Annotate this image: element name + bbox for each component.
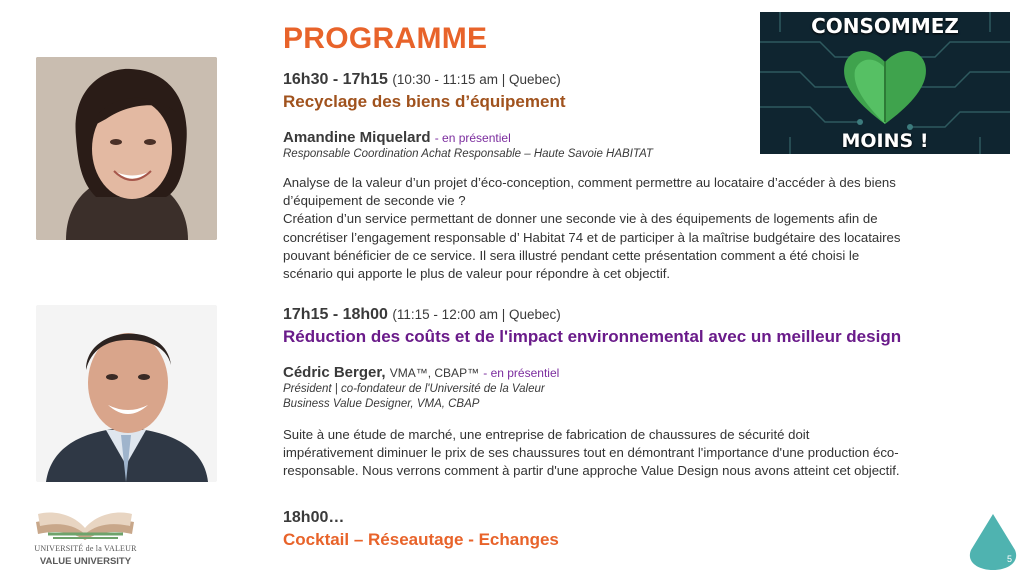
session-1-time bbox=[283, 71, 561, 89]
session-2-time-range: 17h15 - 18h00 bbox=[283, 306, 388, 323]
session-2-speaker bbox=[283, 364, 559, 381]
session-2-time bbox=[283, 306, 561, 324]
session-2-title: Réduction des coûts et de l'impact environnemental avec un meilleur design bbox=[283, 327, 902, 346]
description-line: responsable. Nous verrons comment à partir d'une approche Value Design nous avons atteint cet objectif. bbox=[283, 463, 900, 479]
session-1-mode: - en présentiel bbox=[434, 131, 511, 145]
session-1-local-time: (10:30 - 11:15 am | Quebec) bbox=[392, 72, 561, 87]
session-1-speaker bbox=[283, 129, 511, 146]
session-2-role bbox=[283, 382, 545, 412]
page-number: 5 bbox=[1006, 554, 1012, 564]
closing-title: Cocktail – Réseautage - Echanges bbox=[283, 530, 559, 549]
speaker-photo-amandine bbox=[36, 57, 217, 240]
session-2-credentials: VMA™, CBAP™ bbox=[389, 366, 480, 380]
consommez-moins-banner bbox=[760, 12, 1010, 154]
description-line: concrétiser l’engagement responsable d’ Habitat 74 et de participer à la maîtrise budgétaire des locataires bbox=[283, 229, 901, 245]
session-2-speaker-name: Cédric Berger, bbox=[283, 364, 386, 381]
value-university-logo bbox=[28, 488, 143, 570]
session-2-description bbox=[283, 426, 983, 481]
description-line: d’équipement de seconde vie ? bbox=[283, 193, 466, 209]
description-line: pouvant bénéficier de ce service. Il sera illustré pendant cette présentation comment a été choisi le bbox=[283, 247, 860, 263]
logo-line-1: UNIVERSITÉ de la VALEUR bbox=[34, 544, 137, 553]
banner-top-text: CONSOMMEZ bbox=[811, 14, 959, 38]
banner-bottom-text: MOINS ! bbox=[841, 130, 929, 152]
session-2-mode: - en présentiel bbox=[483, 366, 560, 380]
speaker-photo-cedric bbox=[36, 305, 217, 482]
session-1-time-range: 16h30 - 17h15 bbox=[283, 71, 388, 88]
session-2-local-time: (11:15 - 12:00 am | Quebec) bbox=[392, 307, 561, 322]
description-line: scénario qui apporte le plus de valeur pour répondre à cet objectif. bbox=[283, 266, 671, 282]
session-1-title: Recyclage des biens d’équipement bbox=[283, 92, 566, 111]
closing-time: 18h00… bbox=[283, 509, 345, 526]
session-1-role: Responsable Coordination Achat Responsable – Haute Savoie HABITAT bbox=[283, 148, 653, 160]
logo-line-2: VALUE UNIVERSITY bbox=[39, 556, 132, 567]
description-line: Analyse de la valeur d’un projet d’éco-conception, comment permettre au locataire d’accéder à des biens bbox=[283, 175, 896, 190]
role-line: Président | co-fondateur de l'Université de la Valeur bbox=[283, 383, 545, 395]
role-line: Business Value Designer, VMA, CBAP bbox=[283, 398, 480, 410]
description-line: Création d’un service permettant de donner une seconde vie à des équipements de logements afin de bbox=[283, 211, 878, 227]
session-1-description bbox=[283, 174, 983, 283]
description-line: impérativement diminuer le prix de ses chaussures tout en démontrant l'importance d'une production éco- bbox=[283, 445, 899, 461]
page-title: PROGRAMME bbox=[283, 22, 488, 55]
description-line: Suite à une étude de marché, une entreprise de fabrication de chaussures de sécurité doit bbox=[283, 427, 810, 442]
session-1-speaker-name: Amandine Miquelard bbox=[283, 129, 431, 146]
open-book-icon bbox=[28, 488, 143, 544]
page-number-badge bbox=[968, 512, 1018, 572]
